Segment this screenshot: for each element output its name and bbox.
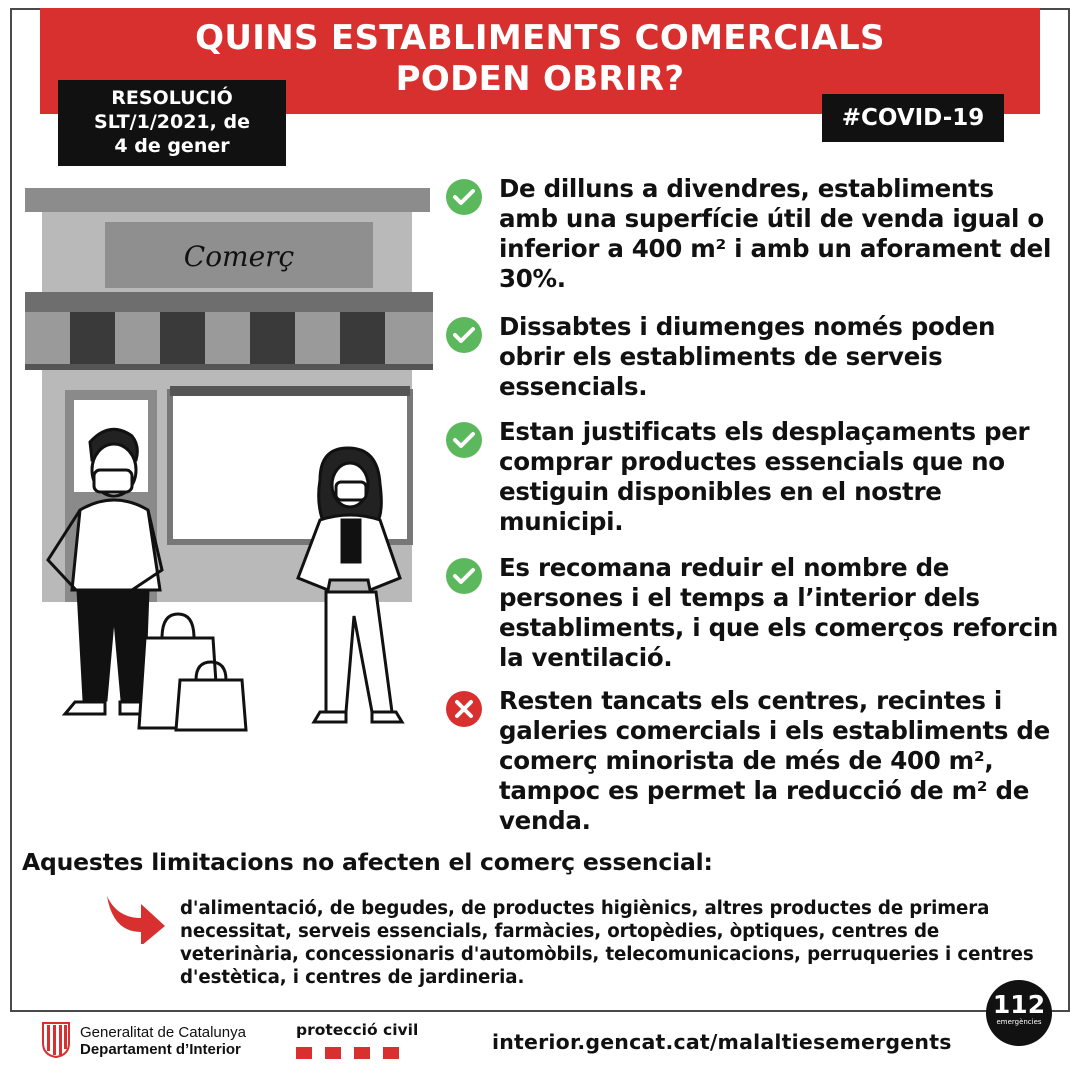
proteccio-civil-logo: [296, 1021, 426, 1059]
resolution-line-3: 4 de gener: [114, 135, 230, 157]
essentials-title: Aquestes limitacions no afecten el comerç essencial:: [22, 848, 713, 876]
covid-hashtag-badge: #COVID-19: [822, 94, 1004, 142]
rule-text: Resten tancats els centres, recintes i galeries comercials i els establiments de comerç minorista de més de 400 m², tampoc es permet la reducció de m² de venda.: [499, 686, 1050, 835]
proteccio-civil-squares: [296, 1047, 426, 1059]
senyera-shield-icon: [42, 1022, 70, 1058]
resolution-line-2: SLT/1/2021, de: [94, 111, 250, 133]
red-arrow-icon: [105, 892, 167, 944]
check-icon: [445, 557, 483, 595]
resolution-line-1: RESOLUCIÓ: [111, 87, 233, 109]
badge-number: 112: [992, 990, 1046, 1019]
website-link[interactable]: interior.gencat.cat/malaltiesemergents: [492, 1030, 952, 1054]
rule-text: Dissabtes i diumenges només poden obrir els establiments de serveis essencials.: [499, 312, 996, 401]
rule-text: De dilluns a divendres, establiments amb una superfície útil de venda igual o inferior a 400 m² i amb un aforament del 30%.: [499, 174, 1052, 293]
emergency-112-badge: [986, 980, 1052, 1046]
generalitat-logo: [42, 1022, 246, 1062]
cross-icon: [445, 690, 483, 728]
check-icon: [445, 178, 483, 216]
badge-subtitle: emergències: [996, 1018, 1042, 1026]
rule-text: Estan justificats els desplaçaments per comprar productes essencials que no estiguin disponibles en el nostre municipi.: [499, 417, 1030, 536]
rule-text: Es recomana reduir el nombre de persones i el temps a l’interior dels establiments, i que els comerços reforcin la ventilació.: [499, 553, 1059, 672]
check-icon: [445, 421, 483, 459]
essentials-list: d'alimentació, de begudes, de productes higiènics, altres productes de primera necessitat, serveis essencials, farmàcies, ortopèdies, òptiques, centres de veterinària, concessionaris d'automòbils, telecomunicacions, perruqueries i centres d'estètica, i centres de jardineria.: [180, 898, 1034, 988]
resolution-badge: [58, 80, 286, 166]
check-icon: [445, 316, 483, 354]
proteccio-civil-label: protecció civil: [296, 1021, 419, 1039]
shopping-bags: [139, 614, 246, 730]
department-name: Departament d’Interior: [80, 1041, 241, 1058]
shop-sign-text: Comerç: [183, 240, 295, 273]
title-line-1: QUINS ESTABLIMENTS COMERCIALS: [195, 18, 885, 58]
shop-illustration: [20, 180, 440, 740]
title-line-2: PODEN OBRIR?: [395, 59, 685, 99]
generalitat-name: Generalitat de Catalunya: [80, 1024, 246, 1041]
